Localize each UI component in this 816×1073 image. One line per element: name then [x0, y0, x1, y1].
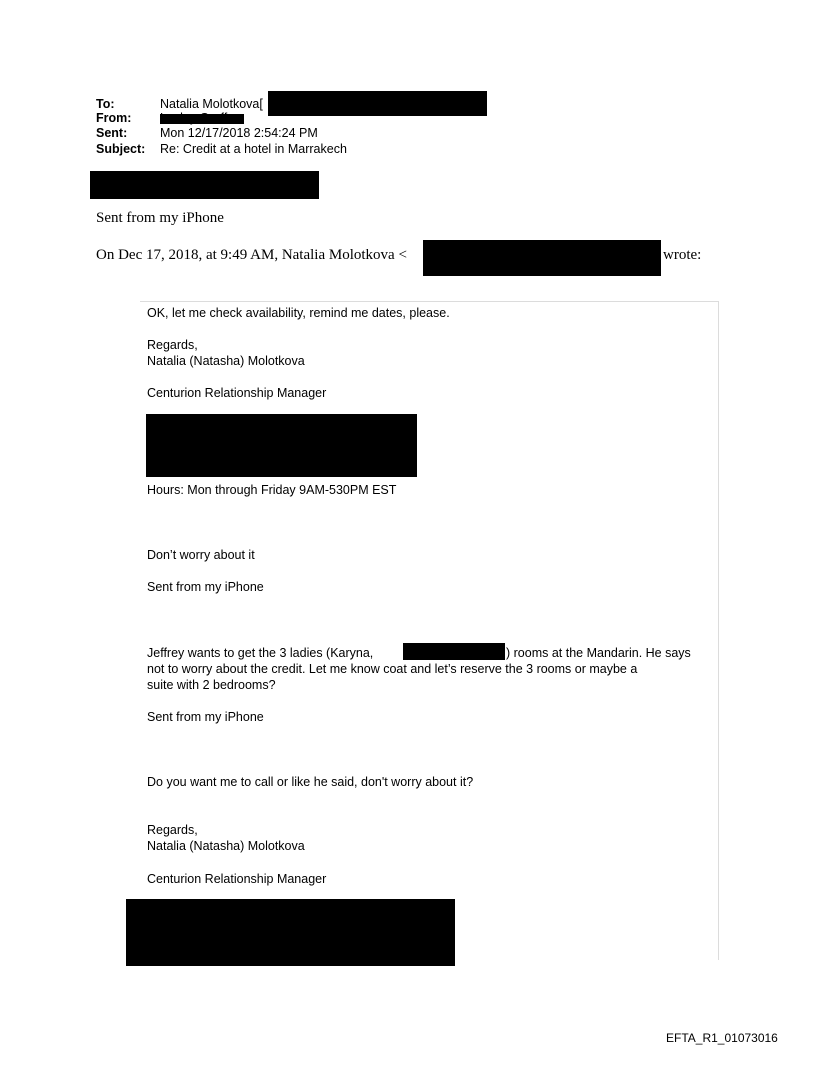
redaction-body-top — [90, 171, 319, 199]
subject-label: Subject: — [96, 142, 146, 156]
regards-2: Regards, — [147, 823, 198, 837]
jeffrey-line-3: suite with 2 bedrooms? — [147, 678, 276, 692]
to-value: Natalia Molotkova[ — [160, 97, 263, 111]
redaction-signature-contact-2 — [126, 899, 455, 966]
sent-label: Sent: — [96, 126, 128, 140]
to-label: To: — [96, 97, 115, 111]
jeffrey-line-1b: ) rooms at the Mandarin. He says — [506, 646, 691, 660]
sent-from-iphone-3: Sent from my iPhone — [147, 710, 264, 724]
signature-title-2: Centurion Relationship Manager — [147, 872, 327, 886]
sent-from-iphone-2: Sent from my iPhone — [147, 580, 264, 594]
from-label: From: — [96, 111, 132, 125]
on-date-line: On Dec 17, 2018, at 9:49 AM, Natalia Molotkova < — [96, 247, 407, 263]
sent-from-iphone-1: Sent from my iPhone — [96, 210, 224, 226]
quoted-line-availability: OK, let me check availability, remind me dates, please. — [147, 306, 450, 320]
jeffrey-line-2: not to worry about the credit. Let me know coat and let’s reserve the 3 rooms or maybe a — [147, 662, 638, 676]
signature-name-1: Natalia (Natasha) Molotkova — [147, 354, 305, 368]
subject-value: Re: Credit at a hotel in Marrakech — [160, 142, 347, 156]
jeffrey-line-1a: Jeffrey wants to get the 3 ladies (Karyna, — [147, 646, 374, 660]
redaction-sender-email — [423, 240, 661, 276]
signature-title-1: Centurion Relationship Manager — [147, 386, 327, 400]
wrote-label: wrote: — [663, 247, 702, 263]
redaction-names — [403, 643, 505, 660]
redaction-from — [160, 114, 244, 124]
redaction-signature-contact-1 — [146, 414, 417, 477]
regards-1: Regards, — [147, 338, 198, 352]
hours-line: Hours: Mon through Friday 9AM-530PM EST — [147, 483, 397, 497]
call-question-line: Do you want me to call or like he said, don't worry about it? — [147, 775, 474, 789]
dont-worry-line: Don’t worry about it — [147, 548, 255, 562]
document-id: EFTA_R1_01073016 — [666, 1031, 778, 1045]
redaction-to-email — [268, 91, 487, 116]
signature-name-2: Natalia (Natasha) Molotkova — [147, 839, 305, 853]
sent-value: Mon 12/17/2018 2:54:24 PM — [160, 126, 318, 140]
